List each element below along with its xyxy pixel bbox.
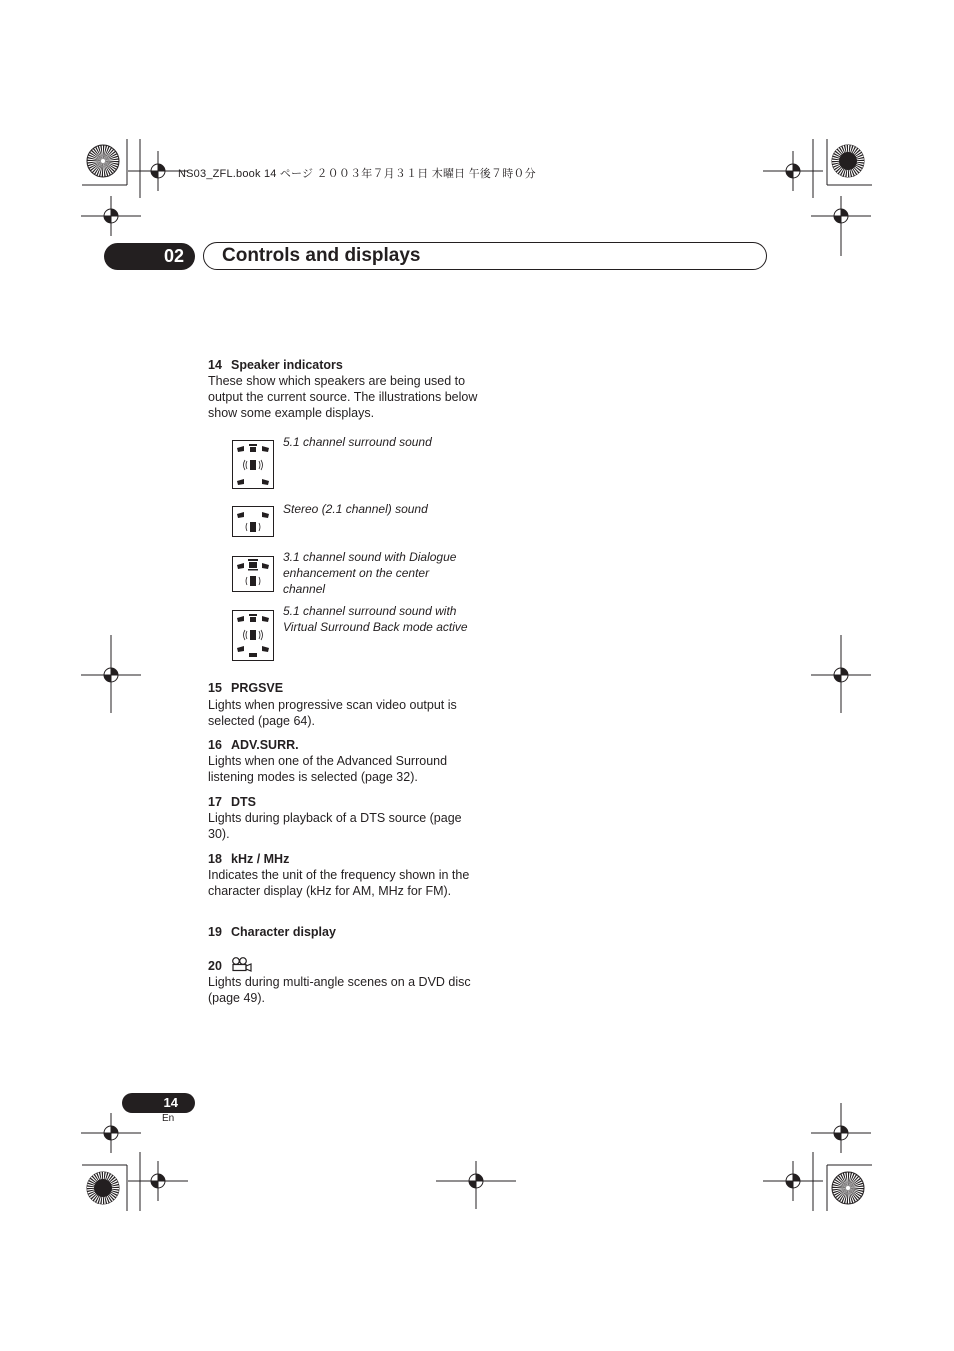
registration-starburst-icon — [86, 144, 120, 178]
item-number: 15 — [208, 681, 222, 695]
item-description: These show which speakers are being used to output the current source. The illustrations below show some example displays. — [208, 374, 478, 420]
file-info-header: NS03_ZFL.book 14 ページ ２００３年７月３１日 木曜日 午後７時０分 — [178, 168, 536, 180]
item-title: DTS — [231, 795, 256, 809]
description-text: for AM, — [331, 884, 379, 898]
item-number: 17 — [208, 795, 222, 809]
item-description — [208, 867, 480, 899]
speaker-indicator-5-1-vsb-icon — [232, 610, 274, 661]
example-caption: 3.1 channel sound with Dialogue enhancement on the center channel — [283, 550, 457, 596]
item-14 — [208, 357, 480, 421]
item-heading — [208, 737, 480, 753]
chapter-title: Controls and displays — [222, 245, 421, 266]
registration-target-icon — [811, 186, 871, 246]
description-text: Indicates the unit of the frequency shown in the character display ( — [208, 868, 470, 898]
item-heading — [208, 924, 480, 940]
registration-target-icon — [763, 1151, 823, 1211]
item-number: 19 — [208, 925, 222, 939]
registration-starburst-icon — [86, 1171, 120, 1205]
item-title: kHz / MHz — [231, 852, 290, 866]
example-caption: 5.1 channel surround sound with Virtual Surround Back mode active — [283, 604, 468, 634]
item-16 — [208, 737, 480, 785]
speaker-indicator-5-1-icon — [232, 440, 274, 489]
registration-starburst-icon — [831, 1171, 865, 1205]
registration-starburst-icon — [831, 144, 865, 178]
item-heading — [208, 956, 480, 974]
mhz-term: MHz — [378, 884, 404, 898]
speaker-indicator-3-1-icon — [232, 556, 274, 592]
item-heading — [208, 680, 480, 696]
item-description: Lights when progressive scan video output is selected (page 64). — [208, 698, 457, 728]
item-number: 14 — [208, 358, 222, 372]
item-description: Lights when one of the Advanced Surround listening modes is selected (page 32). — [208, 754, 448, 784]
registration-target-icon — [128, 1151, 188, 1211]
registration-target-icon — [436, 1151, 516, 1211]
item-description: Lights during multi-angle scenes on a DVD disc (page 49). — [208, 975, 471, 1005]
item-title: PRGSVE — [231, 681, 284, 695]
item-title: ADV.SURR. — [231, 738, 299, 752]
item-19 — [208, 924, 480, 940]
chapter-number-badge: 02 — [104, 243, 195, 270]
registration-target-icon — [81, 635, 141, 715]
item-heading — [208, 851, 480, 867]
item-title: Speaker indicators — [231, 358, 343, 372]
item-17 — [208, 794, 480, 842]
item-number: 16 — [208, 738, 222, 752]
description-text: for FM). — [403, 884, 452, 898]
item-20 — [208, 956, 480, 1006]
item-number: 20 — [208, 959, 222, 973]
item-number: 18 — [208, 852, 222, 866]
registration-target-icon — [811, 635, 871, 715]
camera-angle-icon — [231, 956, 253, 972]
page-number-badge: 14 — [122, 1093, 195, 1113]
khz-term: kHz — [310, 884, 332, 898]
example-caption: Stereo (2.1 channel) sound — [283, 502, 428, 516]
item-15 — [208, 680, 480, 729]
speaker-indicator-2-1-icon — [232, 506, 274, 537]
registration-target-icon — [81, 186, 141, 246]
example-caption: 5.1 channel surround sound — [283, 435, 432, 449]
item-description: Lights during playback of a DTS source (page 30). — [208, 811, 462, 841]
item-heading — [208, 357, 480, 373]
item-heading — [208, 794, 480, 810]
item-title: Character display — [231, 925, 336, 939]
language-label: En — [162, 1113, 175, 1124]
item-18 — [208, 851, 480, 899]
